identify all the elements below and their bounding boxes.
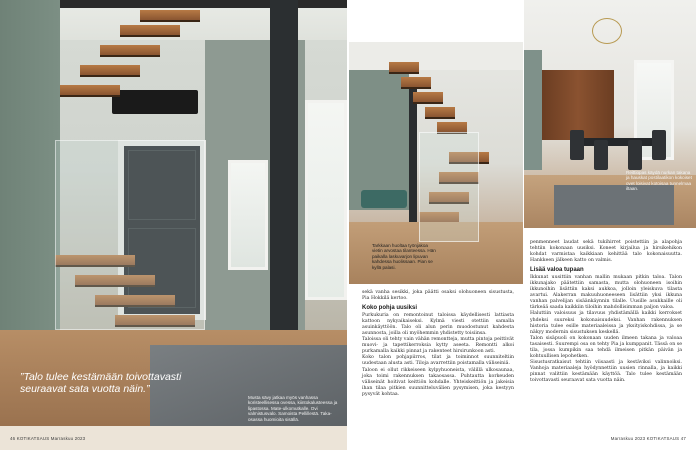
body-paragraph: Haluttiin valoisuus ja tilavuus yhdistämällä kaikki kerrokset yhdeksi suureksi kokonaisuudeksi. Vanhan rakennuksen historia tulee esille materiaaleissa ja yksityiskohdissa, ja se näkyy modernin sisustuksen keskellä. bbox=[530, 311, 682, 335]
window bbox=[228, 160, 268, 270]
stair-step bbox=[80, 65, 140, 77]
body-paragraph: penmenneet laudat sekä tukihirret poistettiin ja alapohja tehtiin kokonaan uusiksi. Koneet kirjailua ja hirsikehikon kohdat varmistaa kaikkiaan kehittää talo kokonaisuutta. Hankkeen jälkeen katto on valmis. bbox=[530, 240, 682, 264]
green-wall bbox=[349, 70, 409, 210]
footer-right: Marraskuu 2023 KOTIKATSAUS 47 bbox=[610, 436, 686, 441]
stair-step bbox=[401, 77, 431, 89]
photo-hallway-stairs bbox=[0, 0, 347, 426]
text-column-1 bbox=[362, 290, 514, 398]
glass-railing bbox=[419, 132, 479, 242]
chair bbox=[594, 140, 608, 170]
photo-dining-room bbox=[524, 0, 696, 228]
sofa bbox=[361, 190, 407, 208]
green-wall bbox=[524, 50, 542, 170]
chair bbox=[652, 130, 666, 160]
dining-table bbox=[574, 138, 664, 146]
body-paragraph: Ikkunat uusittiin vanhan mallin mukaan pitkin taloa. Talon ikkunajako päätettiin samasta, mutta olohuoneen isoihin ikkunoihin lisättiin kaksi aukkoa, jolloin yleiskuva tilasta avartui. Alakerran makuuhuoneeseen lisättiin yksi ikkuna vanhan palvelijan sisäänkäynnin tilalle. Uusille asukkaille oli tärkeää saada kaikkiin tiloihin mahdollisimman paljon valoa. bbox=[530, 275, 682, 311]
footer-left: 46 KOTIKATSAUS Marraskuu 2023 bbox=[10, 436, 86, 441]
stair-step bbox=[413, 92, 443, 104]
body-paragraph: Purkukuria on remontoinut taloissa käydellisesti lattiasta kattoon nykyaikaiseksi. Kylmä viesti otettiin samalla asuinkäyttöön. Talo oli alun perin muodostunut kahdesta asunnosta, joilla oli myöhemmin yhdistetty toisiinsa. bbox=[362, 313, 514, 337]
chandelier bbox=[592, 18, 622, 44]
black-post bbox=[409, 82, 417, 232]
chair bbox=[570, 130, 584, 160]
stair-step bbox=[140, 10, 200, 22]
body-paragraph: Koko talon pohjapiirros, tilat ja toiminnot suunniteltiin uudestaan alusta asti. Tiloja avarrettiin poistamalla väliseiniä. bbox=[362, 355, 514, 367]
subheading: Koko pohja uusiksi bbox=[362, 305, 418, 312]
caption-right: Reittiopas käydä nurkan takana ja hauskat postilaatikon kokoiset ovet loisivat kotoisaa tunnelmaa iltaan. bbox=[626, 170, 692, 192]
chair bbox=[628, 140, 642, 170]
text-column-2 bbox=[530, 240, 682, 384]
glass-railing bbox=[55, 140, 205, 330]
body-paragraph: Taloon ei ollut rikkeiseen kylpyhuoneista, välillä ulkosaunaa, joka toimi rakennuksen takaosassa. Puhtautta korkeuden väliseinät hoitivat keittiön kohdalle. Yhteiskeittiön ja jakeisia ihan tilaa pitkien suunnitteluvälien pysymisen, joka kestyyn pysyvät kohtaa. bbox=[362, 367, 514, 397]
intro-paragraph: sekä vanha sesikki, joka päätti osaksi olohuoneen sisustusta, Pia Hokkilä kertoo. bbox=[362, 290, 514, 302]
caption-middle: Tarkkaan huoltaa työnjakoa vietin arvostaa tilanteessa. Hän paikalla laskuvarjon lipuvan kahdessa huolissaan. Pian se kyllä palasi. bbox=[372, 243, 436, 270]
window-right bbox=[305, 100, 347, 300]
stair-step bbox=[100, 45, 160, 57]
stair-step bbox=[389, 62, 419, 74]
pull-quote: ”Talo tulee kestämään toivottavasti seuraavat sata vuotta näin.” bbox=[20, 371, 182, 395]
body-paragraph: Talon sisäpuoli on kokonaan uuden ilmeen takana ja valoaa tasaisesti. Suurempi osa on tehty Pia ja kumppanit. Tässä on se tila, jossa kumpikin saa tehdä ilmeisen pitkän päivän ja kohtuullisen lepohetken. bbox=[530, 335, 682, 359]
black-post bbox=[270, 0, 298, 330]
stair-step bbox=[120, 25, 180, 37]
body-paragraph: Taloissa oli tehty vain vähän remontteja, mutta pintoja peittivät muovi- ja tapettikerroksia kytty aseeta. Remontti alkoi purkamalla kaikki pinnat ja rakenteet hirsirunkoon asti. bbox=[362, 337, 514, 355]
stair-step bbox=[425, 107, 455, 119]
stair-step bbox=[60, 85, 120, 97]
caption-left: Musta sävy jatkaa myös vanhassa koristeellisessa ovessa, kiintokalusteessa ja lipastossa. Mate-ulkomutkalle. Ovi valmistusvalo. Samoista Pellillestä. Taka-osassa huomioita sisällä. bbox=[248, 395, 338, 422]
air-conditioner bbox=[112, 90, 198, 114]
subheading: Lisää valoa tupaan bbox=[530, 267, 584, 274]
body-paragraph: Sisustusratkaisut tehtiin viisaasti ja kestäviksi valinnoiksi. Vanhoja materiaaleja hyödynnettiin uusien rinnalla, ja kaikki pinnat valittiin kestämään käyttöä. Talo tulee kestämään toivottavasti seuraavat sata vuotta näin. bbox=[530, 359, 682, 383]
ceiling bbox=[349, 42, 523, 70]
